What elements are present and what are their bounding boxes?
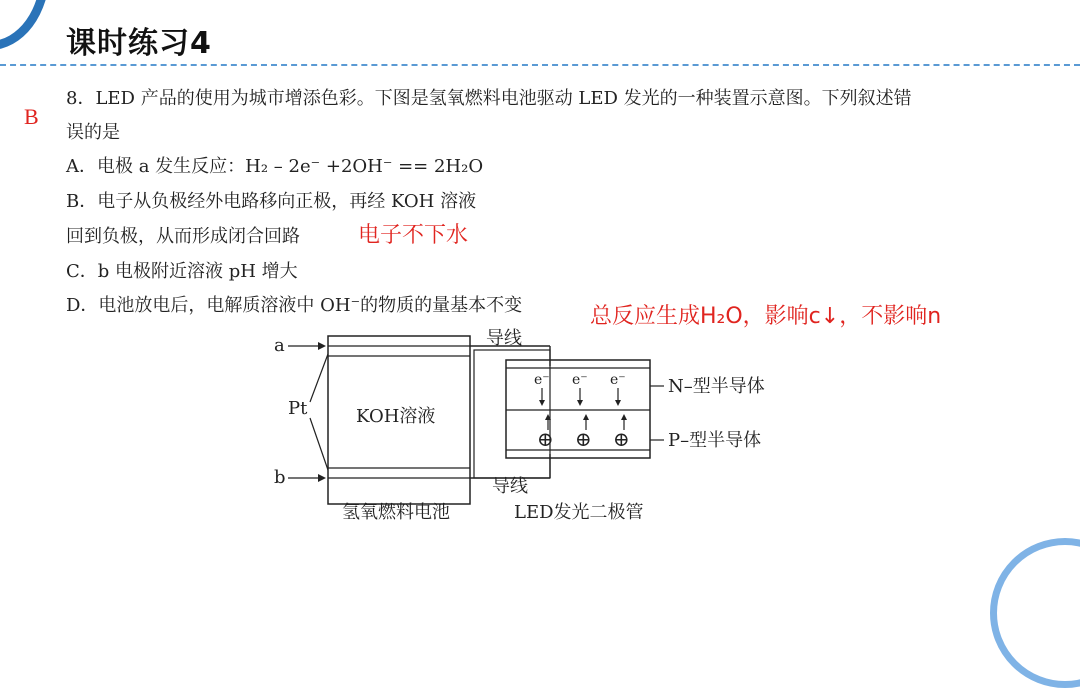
label-wire-bottom: 导线 (492, 476, 528, 497)
caption-led: LED发光二极管 (514, 502, 644, 523)
label-electrode-a: a (274, 335, 285, 356)
electron-2: e⁻ (572, 372, 588, 388)
hole-arrowhead-2 (583, 414, 589, 420)
label-electrode-b: b (274, 467, 286, 488)
option-b-line2: 回到负极，从而形成闭合回路 (66, 226, 300, 247)
slide-title: 课时练习4 (66, 26, 212, 61)
option-d: D．电池放电后，电解质溶液中 OH⁻的物质的量基本不变 (66, 295, 523, 316)
label-koh: KOH溶液 (356, 406, 436, 427)
arrow-b-head (318, 474, 326, 482)
hole-1: ⊕ (537, 427, 554, 451)
note-option-d: 总反应生成H₂O，影响c↓，不影响n (590, 304, 942, 329)
decorative-arc-top-left (0, 0, 50, 50)
question-stem-line1: 8．LED 产品的使用为城市增添色彩。下图是氢氧燃料电池驱动 LED 发光的一种装置示意图。下列叙述错 (66, 88, 912, 109)
electron-arrowhead-1 (539, 400, 545, 406)
fuel-cell-led-diagram (260, 322, 820, 532)
pt-leader-bottom (310, 418, 328, 470)
title-divider (0, 64, 1080, 66)
hole-arrowhead-3 (621, 414, 627, 420)
note-option-b: 电子不下水 (358, 223, 469, 248)
electron-1: e⁻ (534, 372, 550, 388)
option-c: C．b 电极附近溶液 pH 增大 (66, 261, 298, 282)
answer-mark: B (24, 104, 39, 129)
electron-3: e⁻ (610, 372, 626, 388)
option-b-line1: B．电子从负极经外电路移向正极，再经 KOH 溶液 (66, 191, 477, 212)
hole-2: ⊕ (575, 427, 592, 451)
option-a: A．电极 a 发生反应：H₂ – 2e⁻ +2OH⁻ == 2H₂O (66, 156, 484, 177)
label-pt: Pt (288, 398, 308, 419)
arrow-a-head (318, 342, 326, 350)
caption-fuel-cell: 氢氧燃料电池 (342, 502, 450, 523)
decorative-arc-bottom-right (990, 538, 1080, 688)
label-n-type: N–型半导体 (668, 376, 765, 397)
electron-group (534, 372, 626, 406)
electron-arrowhead-2 (577, 400, 583, 406)
question-stem-line2: 误的是 (66, 122, 120, 143)
hole-group (537, 414, 630, 451)
wire-frame (474, 350, 550, 478)
diagram-svg (260, 322, 820, 532)
label-wire-top: 导线 (486, 328, 522, 349)
label-p-type: P–型半导体 (668, 430, 762, 451)
electron-arrowhead-3 (615, 400, 621, 406)
hole-3: ⊕ (613, 427, 630, 451)
pt-leader-top (310, 354, 328, 402)
